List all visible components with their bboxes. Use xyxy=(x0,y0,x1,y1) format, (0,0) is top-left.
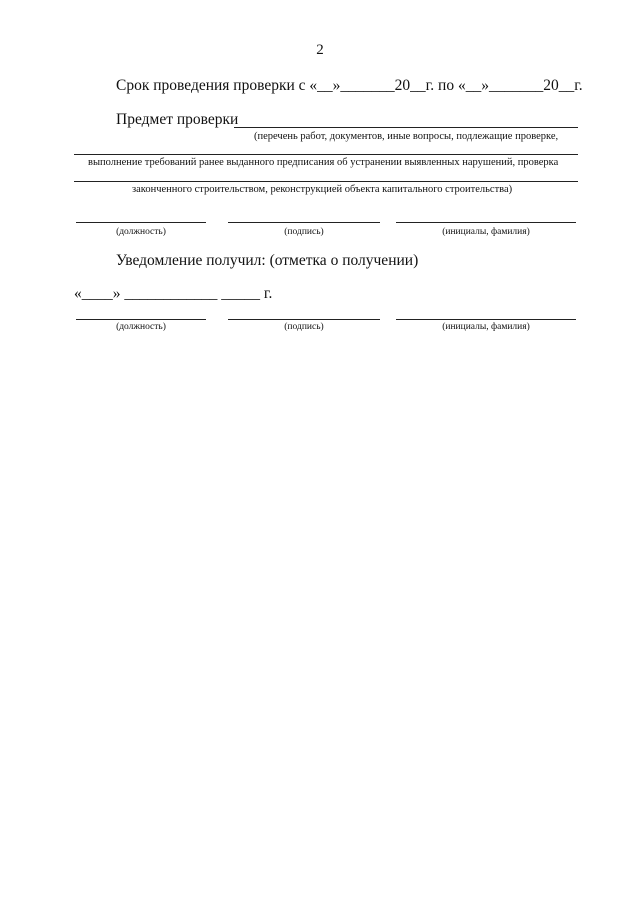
inspection-subject-field-line-3 xyxy=(74,181,578,182)
inspection-subject-field-line-1 xyxy=(234,127,578,128)
page-number: 2 xyxy=(316,42,324,58)
position-caption-1: (должность) xyxy=(116,227,166,237)
position-line-1 xyxy=(76,222,206,223)
name-caption-1: (инициалы, фамилия) xyxy=(442,227,530,237)
inspection-subject-field-line-2 xyxy=(74,154,578,155)
position-line-2 xyxy=(76,319,206,320)
name-line-2 xyxy=(396,319,576,320)
name-caption-2: (инициалы, фамилия) xyxy=(442,322,530,332)
position-caption-2: (должность) xyxy=(116,322,166,332)
notification-date-line: «____» ____________ _____ г. xyxy=(74,285,273,302)
inspection-subject-note-2: выполнение требований ранее выданного предписания об устранении выявленных нарушений, проверка xyxy=(88,157,559,168)
signature-line-1 xyxy=(228,222,380,223)
inspection-subject-note-3: законченного строительством, реконструкцией объекта капитального строительства) xyxy=(132,184,513,195)
signature-caption-1: (подпись) xyxy=(284,227,324,237)
inspection-subject-note-1: (перечень работ, документов, иные вопросы, подлежащие проверке, xyxy=(254,131,559,142)
notification-label: Уведомление получил: (отметка о получении) xyxy=(116,252,419,269)
name-line-1 xyxy=(396,222,576,223)
inspection-subject-label: Предмет проверки xyxy=(116,111,239,128)
signature-caption-2: (подпись) xyxy=(284,322,324,332)
signature-line-2 xyxy=(228,319,380,320)
inspection-period-line: Срок проведения проверки с «__»_______20__г. по «__»_______20__г. xyxy=(116,77,583,94)
